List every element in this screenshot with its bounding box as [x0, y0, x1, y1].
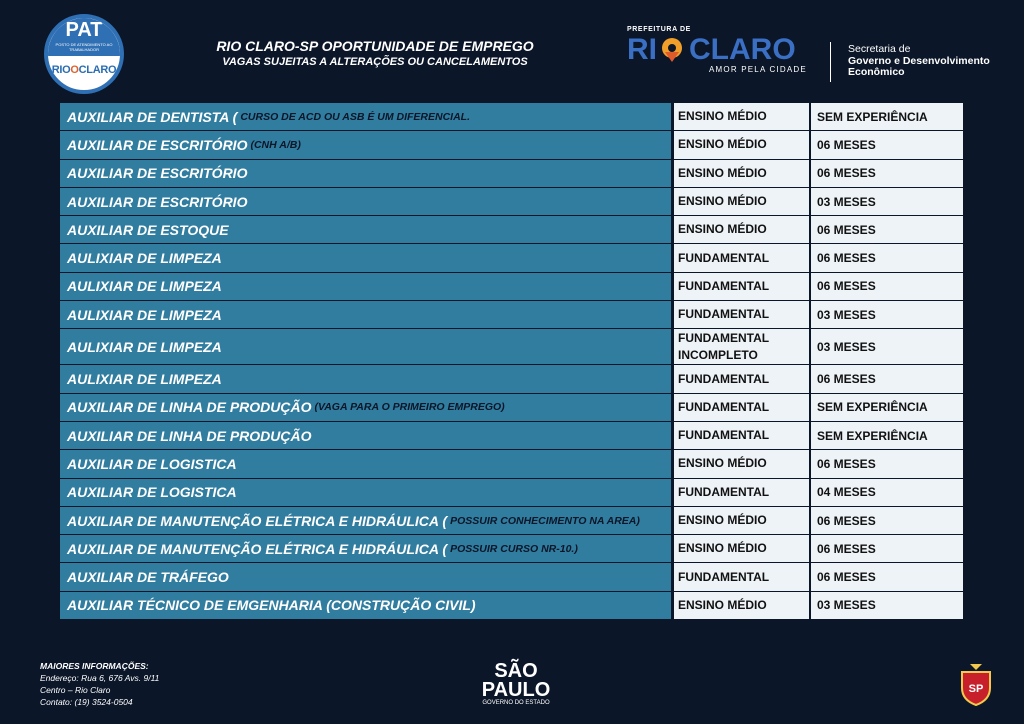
header-title-block [180, 38, 570, 70]
job-title [60, 450, 671, 477]
table-row [60, 535, 963, 562]
table-row [60, 103, 963, 130]
job-title-text: AULIXIAR DE LIMPEZA [67, 250, 222, 267]
job-education: FUNDAMENTAL [674, 563, 809, 590]
table-row [60, 188, 963, 215]
job-experience: 03 MESES [811, 592, 963, 619]
job-title-text: AUXILIAR DE ESCRITÓRIO [67, 193, 248, 210]
table-row [60, 329, 963, 364]
job-education: ENSINO MÉDIO [674, 535, 809, 562]
job-education: ENSINO MÉDIO [674, 188, 809, 215]
job-title [60, 535, 671, 562]
header-divider [830, 42, 831, 82]
job-table [60, 103, 963, 620]
job-education: FUNDAMENTAL [674, 301, 809, 328]
table-row [60, 422, 963, 449]
table-row [60, 507, 963, 534]
secretaria-label: Secretaria de Governo e Desenvolvimento Econômico [848, 43, 990, 78]
contact-district: Centro – Rio Claro [40, 685, 111, 695]
prefeitura-label: PREFEITURA DE [627, 26, 691, 33]
job-title-text: AULIXIAR DE LIMPEZA [67, 371, 222, 388]
job-title-text: AUXILIAR TÉCNICO DE EMGENHARIA (CONSTRUÇÃO CIVIL) [67, 597, 476, 614]
job-title-text: AUXILIAR DE LINHA DE PRODUÇÃO [67, 427, 312, 444]
job-experience: 03 MESES [811, 188, 963, 215]
job-note: POSSUIR CONHECIMENTO NA AREA) [450, 514, 640, 527]
state-crest-icon [956, 662, 996, 706]
pat-logo-subtitle: POSTO DE ATENDIMENTO AO TRABALHADOR [55, 42, 113, 52]
prefeitura-tagline: AMOR PELA CIDADE [709, 65, 807, 74]
job-experience: SEM EXPERIÊNCIA [811, 394, 963, 421]
sao-paulo-logo: SÃO PAULO GOVERNO DO ESTADO [481, 660, 551, 706]
job-title [60, 563, 671, 590]
job-education: ENSINO MÉDIO [674, 450, 809, 477]
pat-logo [44, 14, 124, 94]
rio-claro-wordmark: RI CLARO [627, 33, 796, 66]
job-experience: 06 MESES [811, 273, 963, 300]
job-education: ENSINO MÉDIO [674, 592, 809, 619]
job-experience: SEM EXPERIÊNCIA [811, 422, 963, 449]
job-title-text: AUXILIAR DE MANUTENÇÃO ELÉTRICA E HIDRÁULICA ( [67, 512, 448, 529]
job-title-text: AULIXIAR DE LIMPEZA [67, 278, 222, 295]
job-education: ENSINO MÉDIO [674, 103, 809, 130]
job-title-text: AUXILIAR DE MANUTENÇÃO ELÉTRICA E HIDRÁULICA ( [67, 540, 448, 557]
page-title: RIO CLARO-SP OPORTUNIDADE DE EMPREGO [216, 38, 534, 54]
job-experience: 03 MESES [811, 329, 963, 364]
table-row [60, 592, 963, 619]
job-title-text: AUXILIAR DE DENTISTA ( [67, 108, 238, 125]
job-title [60, 131, 671, 158]
job-title [60, 244, 671, 271]
contact-info [40, 660, 159, 708]
job-title [60, 160, 671, 187]
job-title [60, 188, 671, 215]
job-education: FUNDAMENTAL [674, 479, 809, 506]
job-title [60, 365, 671, 392]
job-title [60, 329, 671, 364]
table-row [60, 131, 963, 158]
table-row [60, 216, 963, 243]
job-title-text: AUXILIAR DE LOGISTICA [67, 484, 237, 501]
job-education: FUNDAMENTAL [674, 422, 809, 449]
job-experience: 06 MESES [811, 535, 963, 562]
job-title [60, 592, 671, 619]
job-title [60, 103, 671, 130]
job-experience: 06 MESES [811, 244, 963, 271]
job-education: FUNDAMENTAL [674, 365, 809, 392]
pat-logo-city: RIOOCLARO [51, 64, 117, 76]
job-education: ENSINO MÉDIO [674, 216, 809, 243]
job-education: FUNDAMENTAL [674, 244, 809, 271]
pat-logo-title: PAT [65, 19, 103, 41]
job-title-text: AULIXIAR DE LIMPEZA [67, 306, 222, 323]
table-row [60, 301, 963, 328]
job-title [60, 301, 671, 328]
job-experience: 03 MESES [811, 301, 963, 328]
job-education: FUNDAMENTAL INCOMPLETO [674, 329, 809, 364]
job-education: FUNDAMENTAL [674, 394, 809, 421]
job-title [60, 394, 671, 421]
job-note: POSSUIR CURSO NR-10.) [450, 542, 578, 555]
contact-address: Endereço: Rua 6, 676 Avs. 9/11 [40, 673, 160, 683]
job-title [60, 479, 671, 506]
job-experience: SEM EXPERIÊNCIA [811, 103, 963, 130]
job-title-text: AUXILIAR DE TRÁFEGO [67, 569, 229, 586]
job-title-text: AUXILIAR DE ESCRITÓRIO [67, 165, 248, 182]
job-title-text: AUXILIAR DE ESCRITÓRIO [67, 136, 248, 153]
table-row [60, 394, 963, 421]
job-title-text: AULIXIAR DE LIMPEZA [67, 338, 222, 355]
job-note: (VAGA PARA O PRIMEIRO EMPREGO) [314, 401, 505, 414]
job-title-text: AUXILIAR DE ESTOQUE [67, 221, 229, 238]
job-experience: 06 MESES [811, 507, 963, 534]
job-experience: 06 MESES [811, 365, 963, 392]
job-experience: 06 MESES [811, 563, 963, 590]
job-title [60, 216, 671, 243]
job-experience: 04 MESES [811, 479, 963, 506]
table-row [60, 450, 963, 477]
job-title-text: AUXILIAR DE LINHA DE PRODUÇÃO [67, 399, 312, 416]
prefeitura-logo [627, 26, 807, 74]
contact-phone: Contato: (19) 3524-0504 [40, 697, 133, 707]
table-row [60, 160, 963, 187]
job-experience: 06 MESES [811, 216, 963, 243]
table-row [60, 244, 963, 271]
svg-text:SP: SP [968, 683, 984, 695]
job-title [60, 422, 671, 449]
job-experience: 06 MESES [811, 160, 963, 187]
contact-heading: MAIORES INFORMAÇÕES: [40, 661, 149, 671]
job-note: CURSO DE ACD OU ASB É UM DIFERENCIAL. [240, 110, 470, 123]
job-title-text: AUXILIAR DE LOGISTICA [67, 455, 237, 472]
job-education: ENSINO MÉDIO [674, 507, 809, 534]
table-row [60, 479, 963, 506]
job-education: ENSINO MÉDIO [674, 131, 809, 158]
table-row [60, 365, 963, 392]
job-experience: 06 MESES [811, 131, 963, 158]
job-note: (CNH A/B) [250, 138, 301, 151]
job-experience: 06 MESES [811, 450, 963, 477]
job-education: FUNDAMENTAL [674, 273, 809, 300]
table-row [60, 563, 963, 590]
location-pin-icon [659, 37, 685, 63]
job-title [60, 507, 671, 534]
job-education: ENSINO MÉDIO [674, 160, 809, 187]
job-title [60, 273, 671, 300]
table-row [60, 273, 963, 300]
page-subtitle: VAGAS SUJEITAS A ALTERAÇÕES OU CANCELAMENTOS [222, 56, 528, 68]
